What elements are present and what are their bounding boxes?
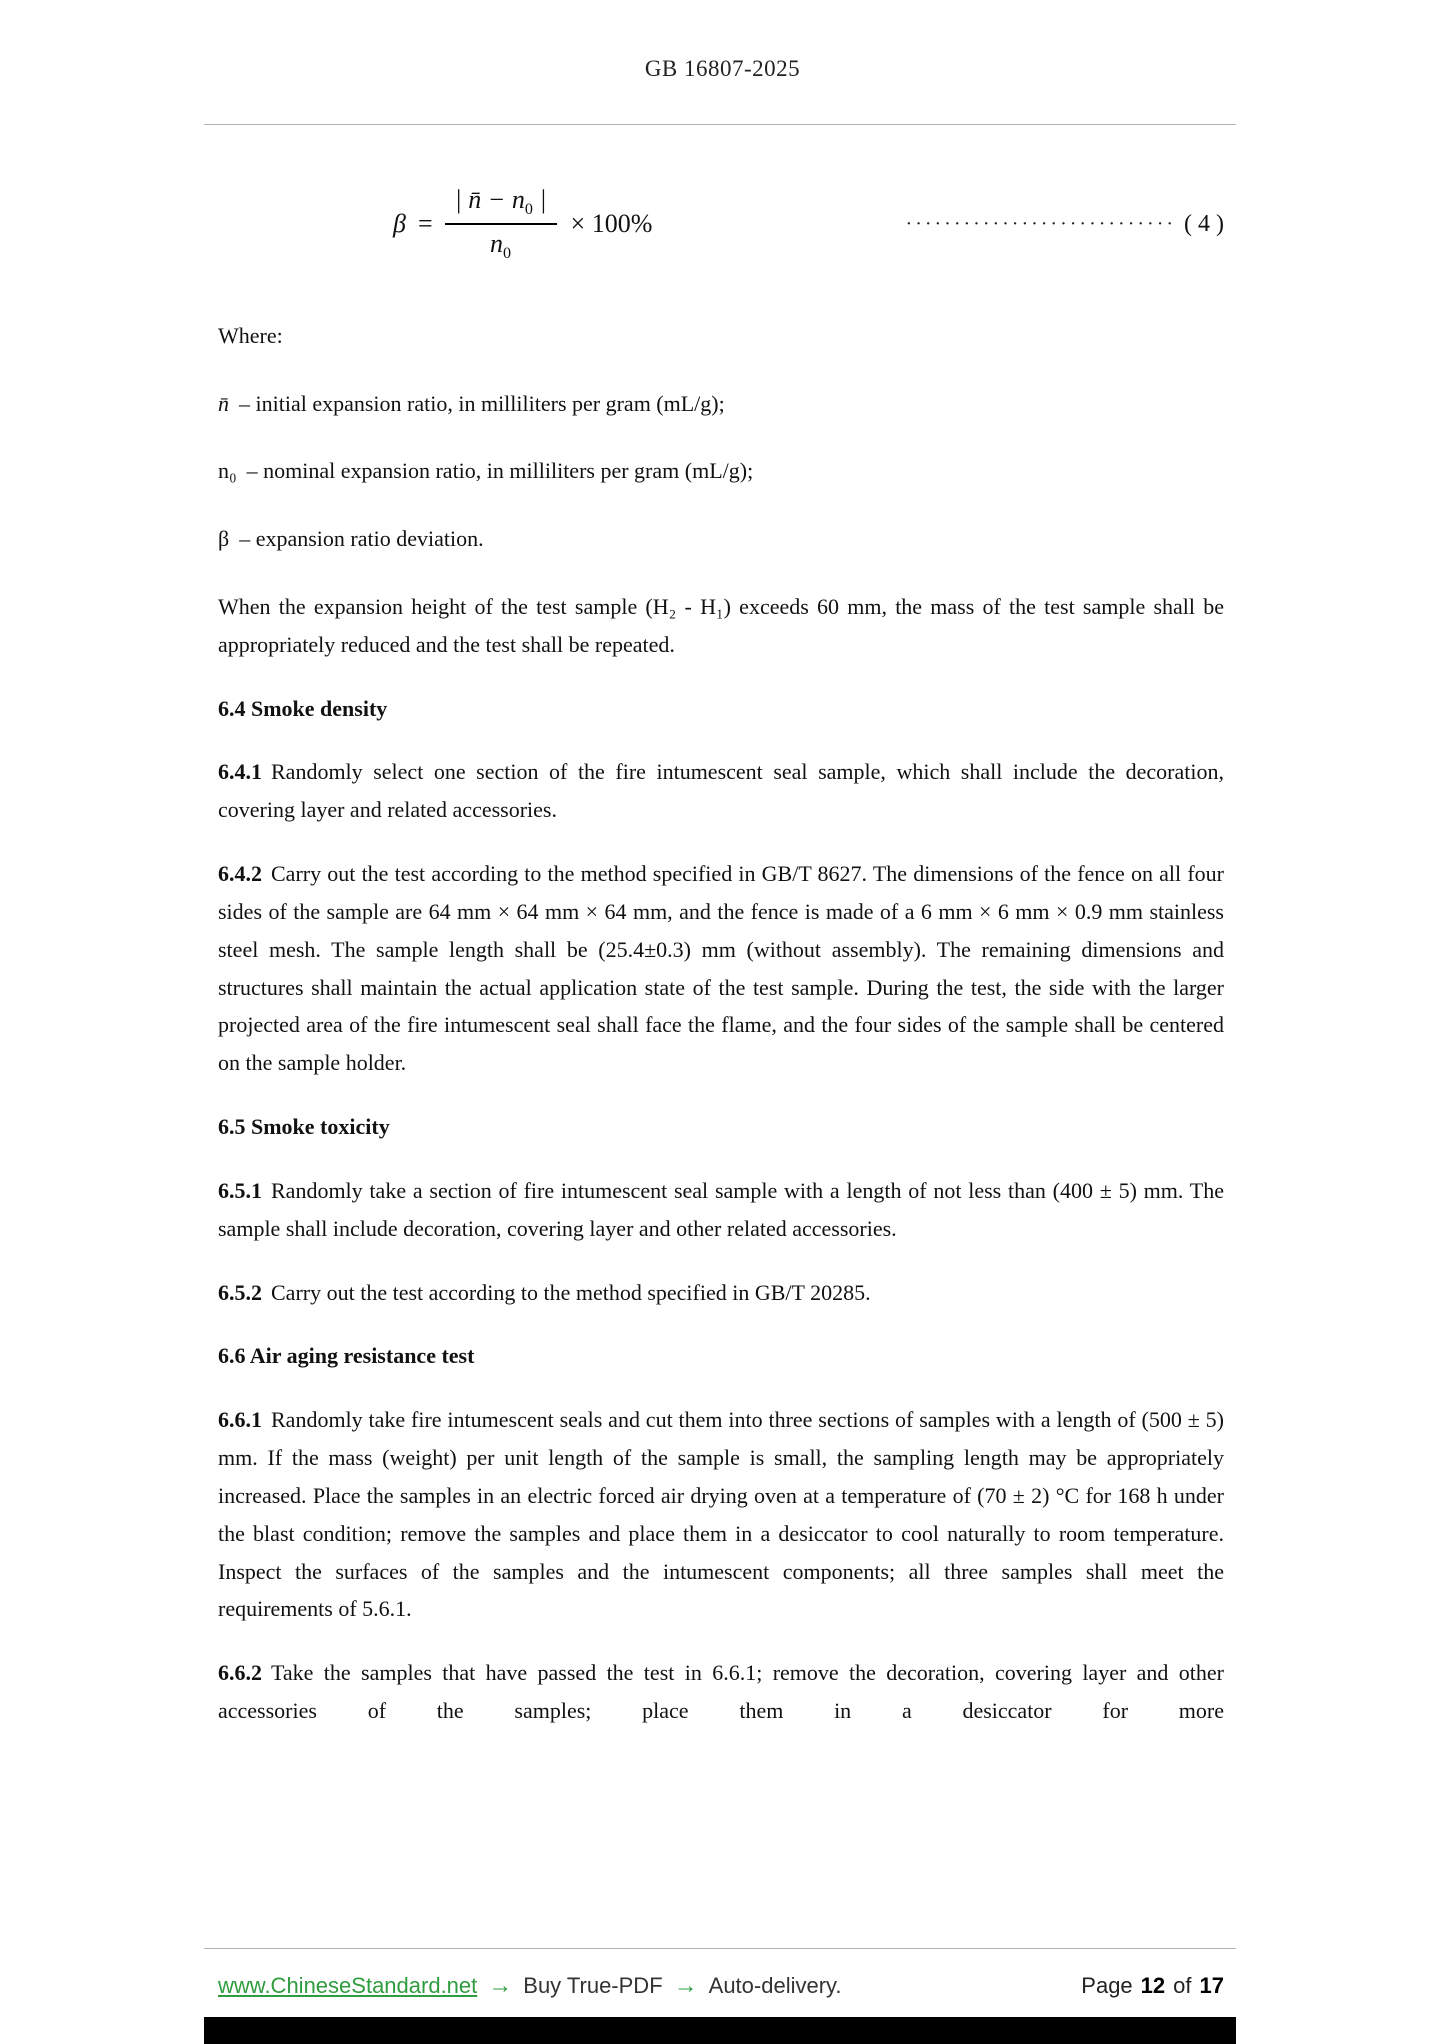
clause-text: Take the samples that have passed the test in 6.6.1; remove the decoration, covering layer and other accessories of the samples; place them in a desiccator for more: [218, 1660, 1224, 1724]
clause-text: Randomly take fire intumescent seals and cut them into three sections of samples with a length of (500 ± 5) mm. If the mass (weight) per unit length of the sample is small, the sampling length may be appropriately increased. Place the samples in an electric forced air drying oven at a temperature of (70 ± 2) °C for 168 h under the blast condition; remove the samples and place them in a desiccator to cool naturally to room temperature. Inspect the surfaces of the samples and the intumescent components; all three samples shall meet the requirements of 5.6.1.: [218, 1407, 1224, 1622]
page-total: 17: [1199, 1973, 1224, 1998]
page-label: Page: [1081, 1973, 1133, 1998]
paragraph-6-4-2: [218, 855, 1224, 1082]
heading-6-6-air-aging-resistance-test: 6.6 Air aging resistance test: [218, 1343, 475, 1369]
formula-beta: β: [393, 208, 406, 238]
arrow-right-icon: →: [673, 1972, 698, 1999]
clause-text: Carry out the test according to the method specified in GB/T 8627. The dimensions of the fence on all four sides of the sample are 64 mm × 64 mm × 64 mm, and the fence is made of a 6 mm × 6 mm × 0.9 mm stainless steel mesh. The sample length shall be (25.4±0.3) mm (without assembly). The remaining dimensions and structures shall maintain the actual application state of the test sample. During the test, the side with the larger projected area of the fire intumescent seal shall face the flame, and the four sides of the sample shall be centered on the sample holder.: [218, 861, 1224, 1076]
clause-number: 6.5.2: [218, 1279, 262, 1305]
clause-number: 6.6.1: [218, 1407, 262, 1433]
paragraph-6-4-1: [218, 753, 1224, 829]
denominator-subscript: 0: [503, 245, 512, 263]
where-label: Where:: [218, 322, 283, 348]
definition-n0: [218, 452, 1224, 490]
equation-4: [218, 184, 1224, 265]
footer-delivery-text: Auto-delivery.: [708, 1973, 842, 1998]
clause-text: Carry out the test according to the method specified in GB/T 20285.: [271, 1279, 871, 1305]
header-title: GB 16807-2025: [644, 56, 801, 81]
footer-buy-text: Buy True-PDF: [523, 1973, 663, 1998]
clause-number: 6.5.1: [218, 1177, 262, 1203]
page-of-label: of: [1173, 1973, 1192, 1998]
formula-fraction: [445, 184, 557, 265]
definition-symbol: n̄: [218, 390, 229, 416]
heading-6-5-smoke-toxicity: 6.5 Smoke toxicity: [218, 1114, 390, 1140]
formula: [393, 184, 652, 265]
numerator-expr: | n̄ − n: [454, 185, 525, 214]
definition-text: – initial expansion ratio, in milliliters per gram (mL/g);: [239, 390, 725, 416]
denominator-var: n: [490, 229, 504, 259]
definition-text: – nominal expansion ratio, in milliliters per gram (mL/g);: [246, 458, 754, 484]
bottom-black-bar: [204, 2017, 1236, 2044]
arrow-right-icon: →: [488, 1972, 513, 1999]
document-content: [218, 150, 1224, 1756]
equation-dot-leader: ····························: [905, 213, 1177, 236]
header-rule: [204, 124, 1236, 125]
numerator-subscript: 0: [524, 201, 533, 219]
heading-6-4-smoke-density: 6.4 Smoke density: [218, 695, 388, 721]
clause-number: 6.4.2: [218, 861, 262, 887]
clause-text: Randomly take a section of fire intumescent seal sample with a length of not less than (400 ± 5) mm. The sample shall include decoration, covering layer and other related accessories.: [218, 1177, 1224, 1241]
definition-beta: [218, 520, 1224, 558]
formula-equals: =: [417, 208, 433, 238]
fraction-denominator: [445, 225, 557, 264]
footer-website-link[interactable]: www.ChineseStandard.net: [218, 1973, 478, 1998]
page-indicator: [1081, 1973, 1224, 1999]
footer: [218, 1972, 1224, 2000]
definition-text: – expansion ratio deviation.: [239, 526, 484, 552]
paragraph-6-6-2: [218, 1654, 1224, 1730]
paragraph-6-6-1: [218, 1401, 1224, 1628]
definition-symbol: β: [218, 526, 230, 552]
footer-left: [218, 1972, 842, 2000]
formula-multiplier: × 100%: [570, 208, 653, 238]
definition-n-bar: [218, 385, 1224, 423]
page-current: 12: [1140, 1973, 1166, 1998]
paragraph-6-5-2: [218, 1274, 1224, 1312]
paragraph-expansion-height: When the expansion height of the test sample (H₂ - H₁) exceeds 60 mm, the mass of the test sample shall be appropriately reduced and the test shall be repeated.: [218, 594, 1224, 657]
clause-number: 6.6.2: [218, 1660, 262, 1686]
clause-text: Randomly select one section of the fire intumescent seal sample, which shall include the decoration, covering layer and related accessories.: [218, 759, 1224, 823]
footer-rule: [204, 1948, 1236, 1949]
equation-number: ( 4 ): [1184, 210, 1224, 237]
paragraph-6-5-1: [218, 1172, 1224, 1248]
clause-number: 6.4.1: [218, 759, 262, 785]
fraction-numerator: [445, 184, 557, 225]
numerator-close: |: [532, 185, 547, 214]
definition-symbol: n₀: [218, 458, 237, 484]
